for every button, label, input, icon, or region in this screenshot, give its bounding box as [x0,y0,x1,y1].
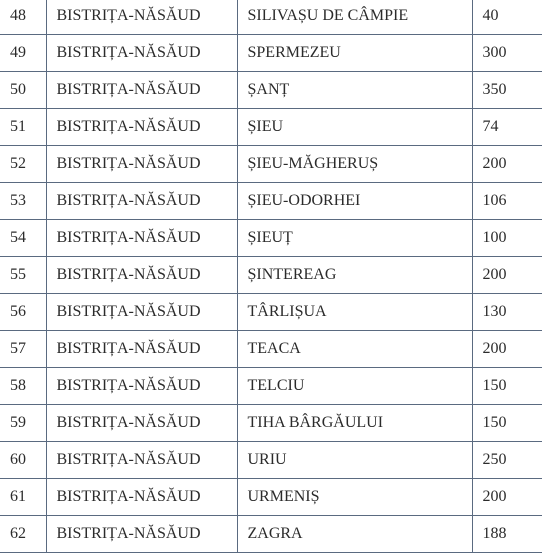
locality-cell: ȘIEUȚ [237,220,472,257]
row-number-cell: 53 [0,183,46,220]
value-cell: 200 [472,331,542,368]
county-cell: BISTRIȚA-NĂSĂUD [46,405,237,442]
county-cell: BISTRIȚA-NĂSĂUD [46,331,237,368]
locality-cell: ȘIEU [237,109,472,146]
value-cell: 150 [472,405,542,442]
row-number-cell: 51 [0,109,46,146]
locality-cell: ȘANȚ [237,72,472,109]
table-row [0,183,542,220]
row-number-cell: 54 [0,220,46,257]
county-cell: BISTRIȚA-NĂSĂUD [46,257,237,294]
value-cell: 40 [472,0,542,35]
table-row [0,405,542,442]
value-cell: 200 [472,479,542,516]
table-row [0,220,542,257]
table-row [0,109,542,146]
table-row [0,368,542,405]
county-cell: BISTRIȚA-NĂSĂUD [46,35,237,72]
value-cell: 350 [472,72,542,109]
row-number-cell: 56 [0,294,46,331]
locality-cell: URIU [237,442,472,479]
value-cell: 200 [472,146,542,183]
county-cell: BISTRIȚA-NĂSĂUD [46,146,237,183]
value-cell: 130 [472,294,542,331]
table-row [0,331,542,368]
locality-cell: URMENIȘ [237,479,472,516]
table-row [0,35,542,72]
locality-cell: ȘIEU-MĂGHERUȘ [237,146,472,183]
value-cell: 300 [472,35,542,72]
locality-cell: TELCIU [237,368,472,405]
table-row [0,442,542,479]
row-number-cell: 58 [0,368,46,405]
table-row [0,0,542,35]
county-cell: BISTRIȚA-NĂSĂUD [46,516,237,553]
locality-cell: ȘINTEREAG [237,257,472,294]
locality-cell: TIHA BÂRGĂULUI [237,405,472,442]
county-cell: BISTRIȚA-NĂSĂUD [46,183,237,220]
row-number-cell: 52 [0,146,46,183]
locality-cell: SPERMEZEU [237,35,472,72]
row-number-cell: 50 [0,72,46,109]
table-row [0,257,542,294]
value-cell: 200 [472,257,542,294]
locality-cell: ZAGRA [237,516,472,553]
county-cell: BISTRIȚA-NĂSĂUD [46,479,237,516]
row-number-cell: 49 [0,35,46,72]
locality-cell: TEACA [237,331,472,368]
value-cell: 188 [472,516,542,553]
row-number-cell: 59 [0,405,46,442]
county-cell: BISTRIȚA-NĂSĂUD [46,72,237,109]
table-row [0,294,542,331]
value-cell: 150 [472,368,542,405]
county-cell: BISTRIȚA-NĂSĂUD [46,442,237,479]
county-cell: BISTRIȚA-NĂSĂUD [46,0,237,35]
county-cell: BISTRIȚA-NĂSĂUD [46,294,237,331]
value-cell: 74 [472,109,542,146]
table-row [0,146,542,183]
row-number-cell: 60 [0,442,46,479]
county-cell: BISTRIȚA-NĂSĂUD [46,368,237,405]
row-number-cell: 48 [0,0,46,35]
county-cell: BISTRIȚA-NĂSĂUD [46,220,237,257]
locality-cell: SILIVAȘU DE CÂMPIE [237,0,472,35]
locality-cell: ȘIEU-ODORHEI [237,183,472,220]
value-cell: 100 [472,220,542,257]
table-row [0,516,542,553]
county-cell: BISTRIȚA-NĂSĂUD [46,109,237,146]
row-number-cell: 62 [0,516,46,553]
table-row [0,479,542,516]
locality-cell: TÂRLIȘUA [237,294,472,331]
value-cell: 250 [472,442,542,479]
value-cell: 106 [472,183,542,220]
row-number-cell: 61 [0,479,46,516]
table-row [0,72,542,109]
row-number-cell: 57 [0,331,46,368]
row-number-cell: 55 [0,257,46,294]
